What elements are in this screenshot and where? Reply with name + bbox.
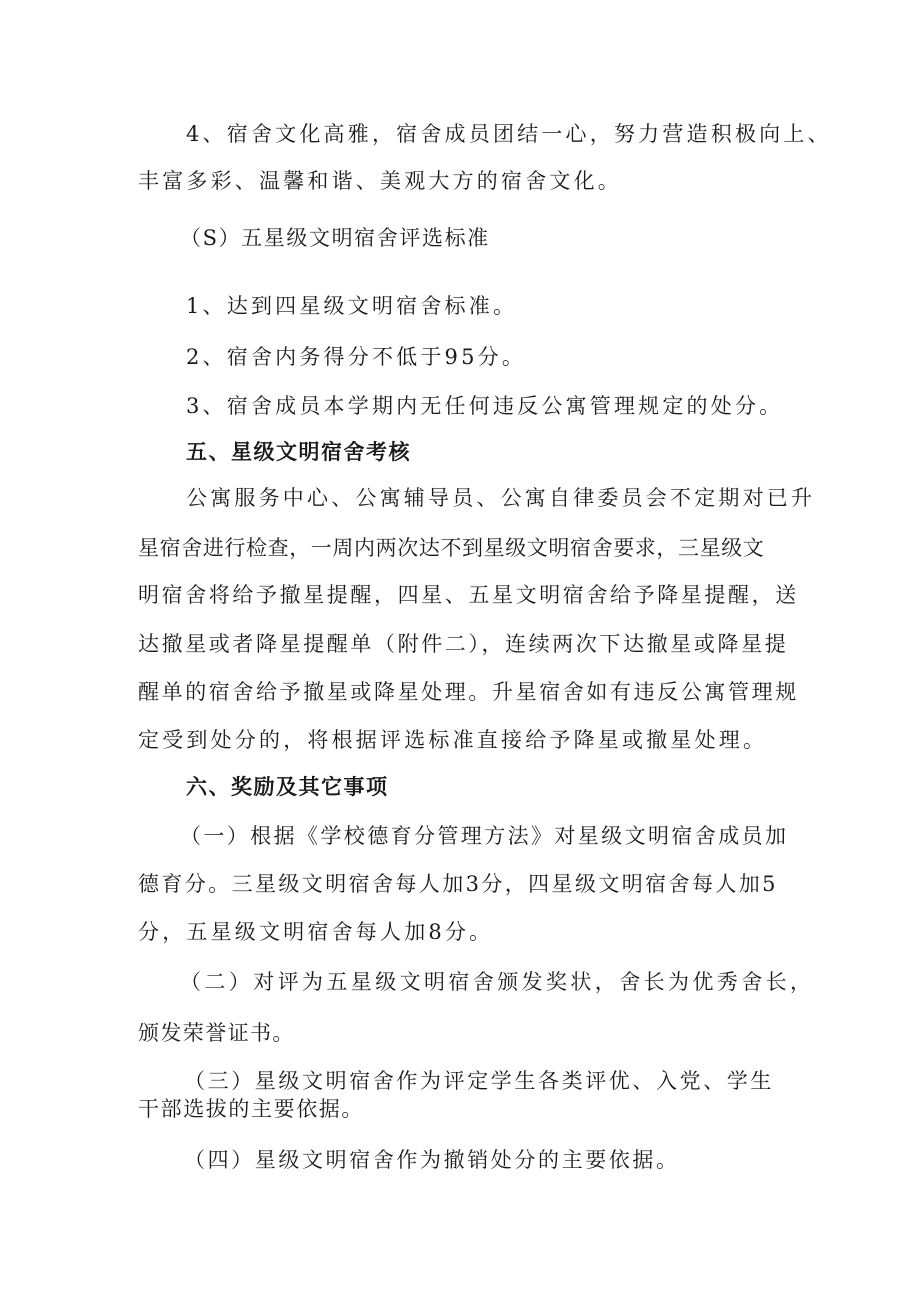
- section-6-heading: 六、奖励及其它事项: [186, 775, 389, 799]
- reward-3-line-2: 干部选拔的主要依据。: [138, 1097, 364, 1121]
- reward-4: （四）星级文明宿舍作为撤销处分的主要依据。: [184, 1148, 680, 1172]
- assessment-line-5: 醒单的宿舍给予撤星或降星处理。升星宿舍如有违反公寓管理规: [138, 680, 799, 704]
- item4-line1: 4、宿舍文化高雅，宿舍成员团结一心，努力营造积极向上、: [186, 122, 832, 146]
- assessment-line-2: 星宿舍进行检查，一周内两次达不到星级文明宿舍要求，三星级文: [138, 536, 765, 560]
- assessment-line-3: 明宿舍将给予撤星提醒，四星、五星文明宿舍给予降星提醒，送: [138, 583, 799, 607]
- five-star-title: （S）五星级文明宿舍评选标准: [180, 226, 490, 250]
- reward-2-line-1: （二）对评为五星级文明宿舍颁发奖状，舍长为优秀舍长，: [180, 970, 815, 994]
- five-star-item-1: 1、达到四星级文明宿舍标准。: [186, 294, 518, 318]
- reward-1-line-3: 分，五星级文明宿舍每人加8分。: [138, 920, 494, 944]
- section-5-heading: 五、星级文明宿舍考核: [186, 440, 411, 464]
- reward-2-line-2: 颁发荣誉证书。: [138, 1021, 295, 1045]
- five-star-item-2: 2、宿舍内务得分不低于95分。: [186, 345, 527, 369]
- reward-1-line-2: 德育分。三星级文明宿舍每人加3分，四星级文明宿舍每人加5: [138, 872, 778, 896]
- assessment-line-4: 达撤星或者降星提醒单（附件二），连续两次下达撤星或降星提: [138, 632, 789, 656]
- item4-line2: 丰富多彩、温馨和谐、美观大方的宿舍文化。: [138, 169, 622, 193]
- reward-1-line-1: （一）根据《学校德育分管理方法》对星级文明宿舍成员加: [180, 824, 789, 848]
- five-star-item-3: 3、宿舍成员本学期内无任何违反公寓管理规定的处分。: [186, 394, 784, 418]
- reward-3-line-1: （三）星级文明宿舍作为评定学生各类评优、入党、学生: [184, 1069, 774, 1093]
- assessment-line-1: 公寓服务中心、公寓辅导员、公寓自律委员会不定期对已升: [186, 486, 816, 510]
- assessment-line-6: 定受到处分的，将根据评选标准直接给予降星或撤星处理。: [138, 728, 768, 752]
